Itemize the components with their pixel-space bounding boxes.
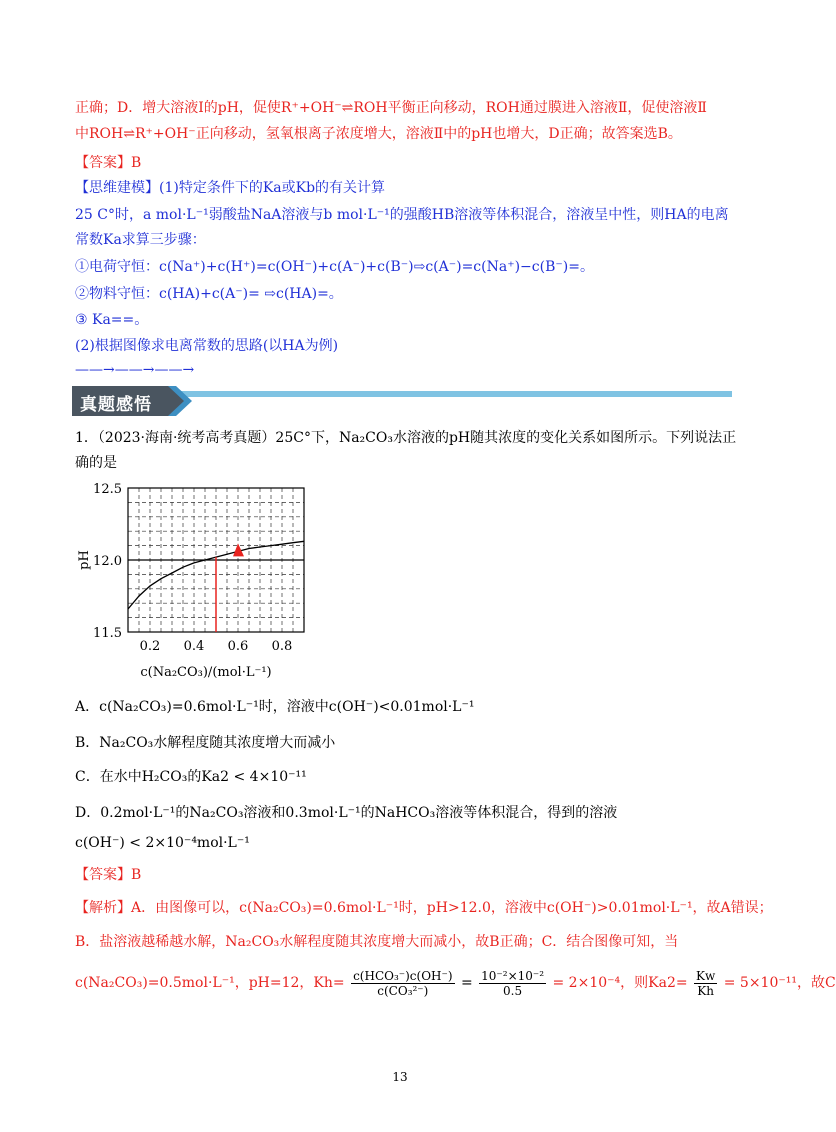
section-banner: [72, 386, 732, 416]
x-tick-label: 0.8: [271, 639, 293, 654]
x-tick-label: 0.6: [227, 639, 249, 654]
y-tick-label: 12.0: [93, 554, 122, 569]
x-tick-label: 0.2: [139, 639, 161, 654]
ka2-fraction: [694, 969, 717, 998]
kh-fraction: [351, 969, 454, 998]
option-d: D．0.2mol·L⁻¹的Na₂CO₃溶液和0.3mol·L⁻¹的NaHCO₃溶液等体积混合，得到的溶液: [75, 805, 618, 821]
y-axis-label: pH: [77, 550, 92, 570]
model-2: (2)根据图像求电离常数的思路(以HA为例): [75, 338, 339, 354]
fraction-numerator: c(HCO₃⁻)c(OH⁻): [353, 968, 453, 983]
option-b: B．Na₂CO₃水解程度随其浓度增大而减小: [75, 735, 336, 751]
step-2: ②物料守恒：c(HA)+c(A⁻)= ⇨c(HA)=。: [75, 286, 343, 302]
value-fraction: [479, 969, 546, 998]
ph-chart: [70, 476, 310, 680]
x-tick-label: 0.4: [183, 639, 205, 654]
formula-text: c(Na₂CO₃)=0.5mol·L⁻¹，pH=12，Kh=: [75, 975, 345, 991]
text-line: 常数Ka求算三步骤：: [75, 232, 206, 248]
banner-shape: [72, 386, 732, 416]
analysis-line: B．盐溶液越稀越水解，Na₂CO₃水解程度随其浓度增大而减小，故B正确；C．结合图像可知，当: [75, 934, 679, 950]
question-line: 确的是: [75, 455, 117, 471]
formula-text: = 2×10⁻⁴，则Ka2=: [552, 975, 688, 991]
step-3: ③ Ka==。: [75, 312, 149, 328]
fraction-numerator: 10⁻²×10⁻²: [481, 968, 545, 983]
analysis-formula-line: [75, 968, 836, 998]
option-a: A．c(Na₂CO₃)=0.6mol·L⁻¹时，溶液中c(OH⁻)<0.01mol·L⁻¹: [75, 699, 475, 715]
fraction-denominator: Kh: [697, 983, 714, 998]
model-title: 【思维建模】(1)特定条件下的Ka或Kb的有关计算: [75, 180, 386, 196]
question-line: 1．（2023·海南·统考高考真题）25C°下，Na₂CO₃水溶液的pH随其浓度的变化关系如图所示。下列说法正: [75, 430, 737, 446]
text-line: 正确；D．增大溶液Ⅰ的pH，促使R⁺+OH⁻⇌ROH平衡正向移动，ROH通过膜进入溶液Ⅱ，促使溶液Ⅱ: [75, 100, 707, 116]
step-1: ①电荷守恒：c(Na⁺)+c(H⁺)=c(OH⁻)+c(A⁻)+c(B⁻)⇨c(A⁻)=c(Na⁺)−c(B⁻)=。: [75, 259, 594, 275]
answer-label: 【答案】B: [75, 155, 142, 171]
fraction-denominator: 0.5: [503, 983, 523, 998]
chart-ticks: [93, 482, 292, 654]
y-tick-label: 12.5: [93, 482, 122, 497]
text-line: 中ROH⇌R⁺+OH⁻正向移动，氢氧根离子浓度增大，溶液Ⅱ中的pH也增大，D正确；故答案选B。: [75, 126, 682, 142]
analysis-line: 【解析】A．由图像可以，c(Na₂CO₃)=0.6mol·L⁻¹时，pH>12.0，溶液中c(OH⁻)>0.01mol·L⁻¹，故A错误；: [75, 900, 773, 916]
option-d-cont: c(OH⁻) < 2×10⁻⁴mol·L⁻¹: [75, 835, 250, 851]
y-tick-label: 11.5: [93, 626, 122, 641]
text-line: 25 C°时，a mol·L⁻¹弱酸盐NaA溶液与b mol·L⁻¹的强酸HB溶液等体积混合，溶液呈中性，则HA的电离: [75, 207, 729, 223]
flow-arrows: ——→——→——→: [75, 362, 195, 378]
fraction-numerator: Kw: [696, 968, 716, 983]
banner-title: 真题感悟: [80, 395, 152, 415]
x-axis-label: c(Na₂CO₃)/(mol·L⁻¹): [140, 665, 272, 680]
page-number: 13: [392, 1070, 408, 1084]
option-c: C．在水中H₂CO₃的Ka2 < 4×10⁻¹¹: [75, 769, 307, 785]
answer-label: 【答案】B: [75, 867, 142, 883]
equals-sign: =: [460, 975, 473, 991]
formula-text: = 5×10⁻¹¹，故C: [723, 975, 836, 991]
fraction-denominator: c(CO₃²⁻): [377, 983, 429, 998]
